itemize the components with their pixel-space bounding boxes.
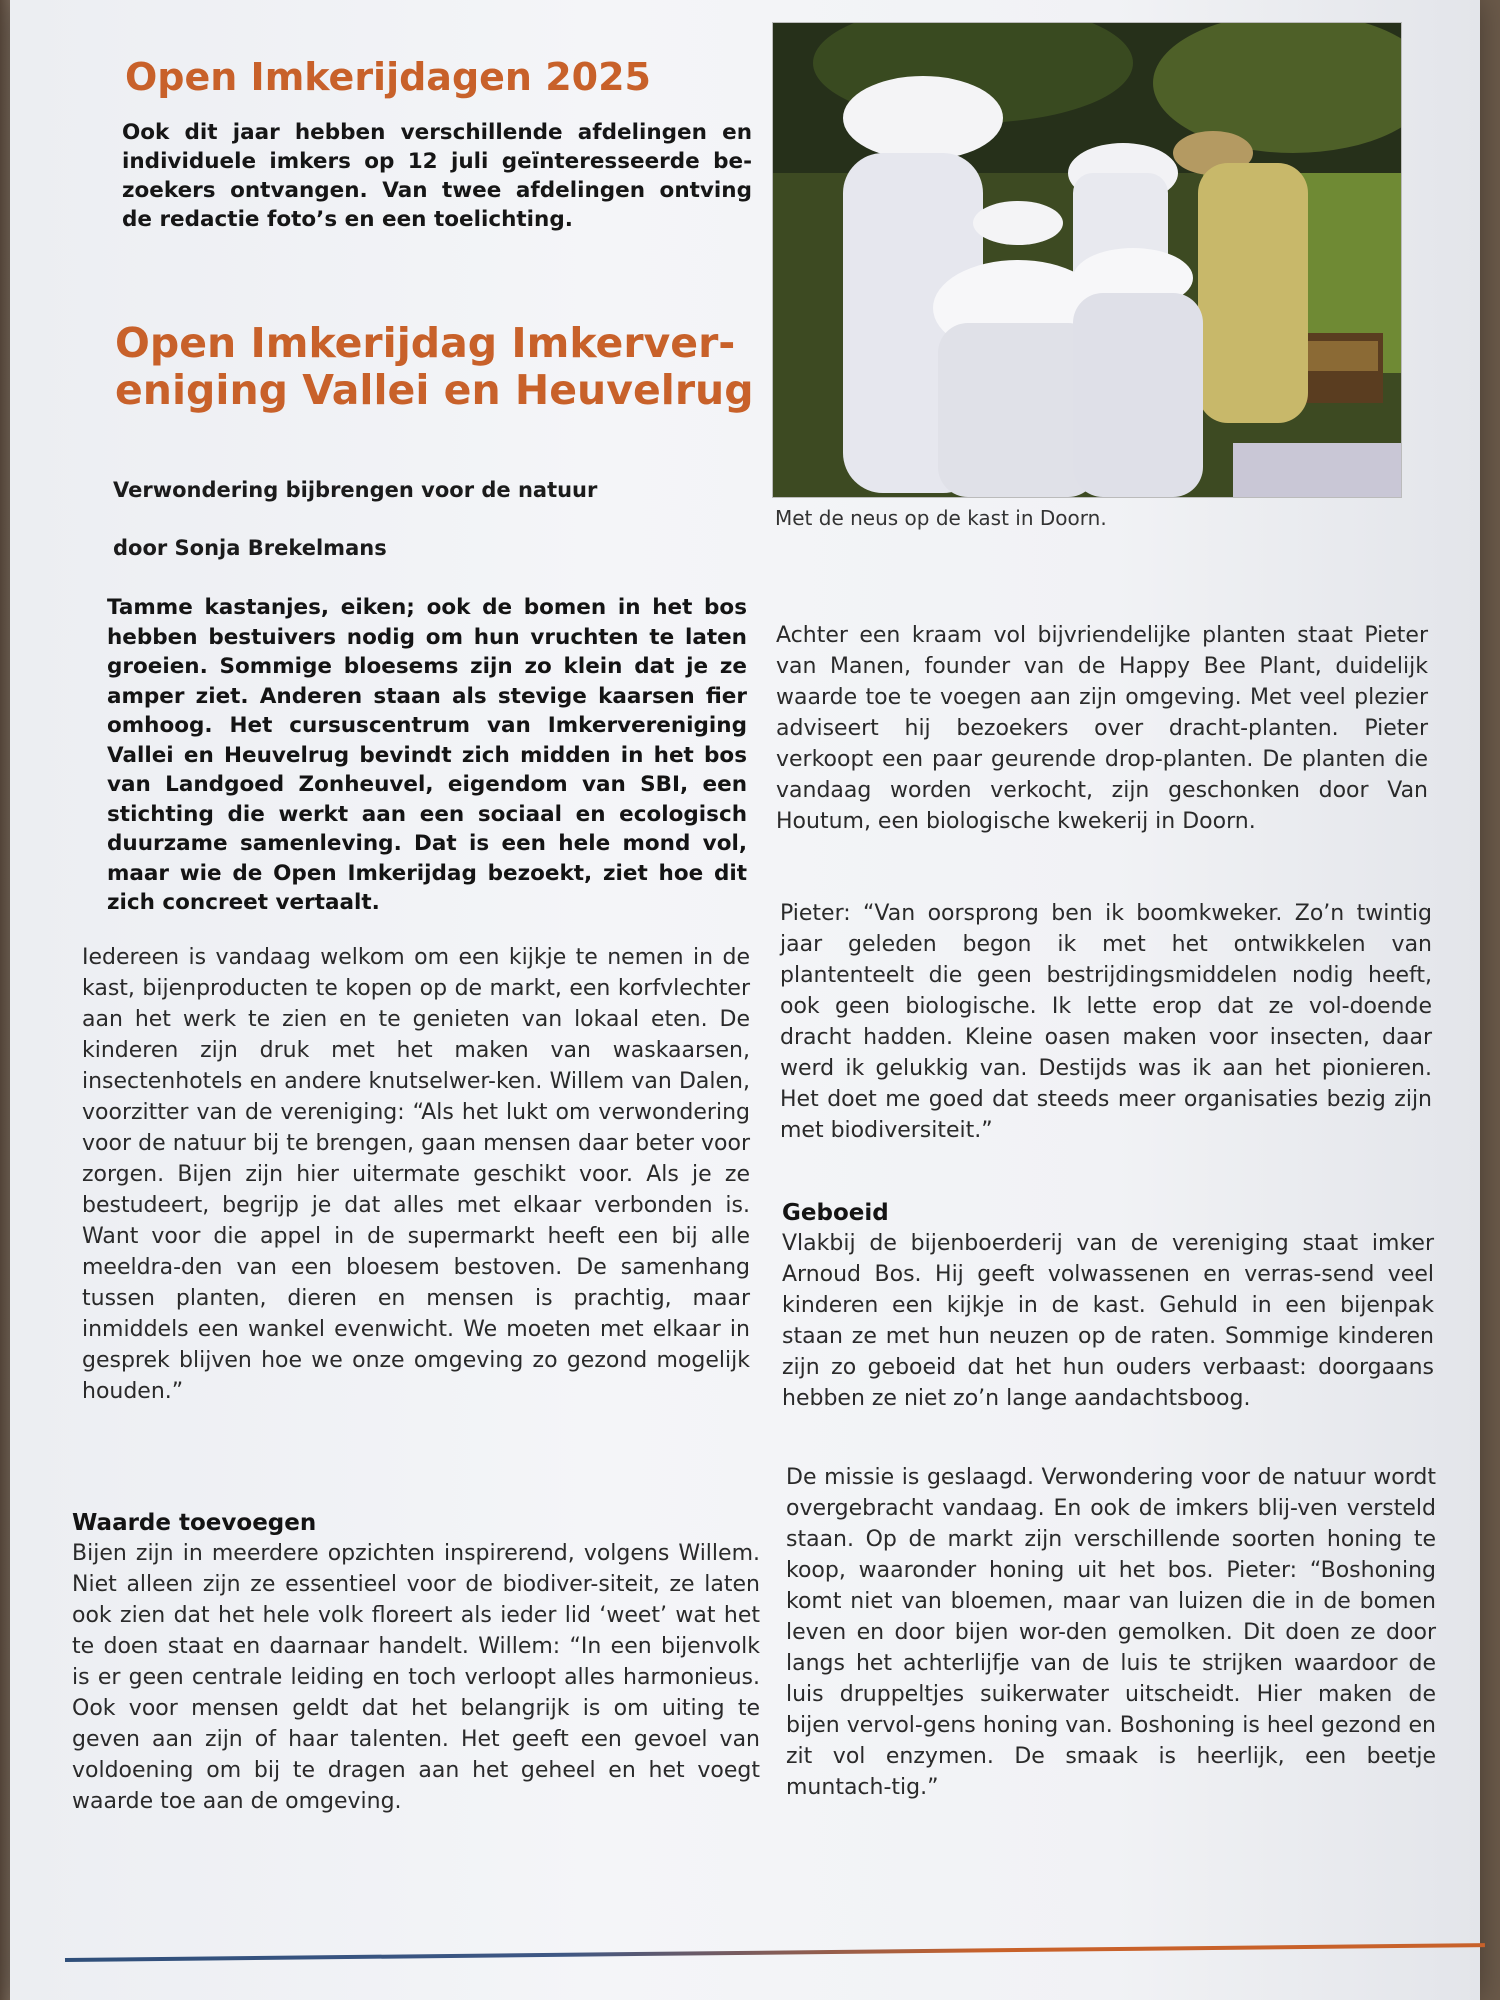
magazine-page (10, 0, 1480, 2000)
beekeepers-photo (772, 22, 1402, 498)
section-heading: Waarde toevoegen (72, 1510, 317, 1536)
article-subtitle: Verwondering bijbrengen voor de natuur (113, 478, 598, 502)
article-intro: Tamme kastanjes, eiken; ook de bomen in het bos hebben bestuivers nodig om hun vruchten te laten groeien. Sommige bloesems zijn zo klein dat je ze amper ziet. Anderen staan als stevige kaarsen fier omhoog. Het cursuscentrum van Imkervereniging Vallei en Heuvelrug bevindt zich midden in het bos van Landgoed Zonheuvel, eigendom van SBI, een stichting die werkt aan een sociaal en ecologisch duurzame samenleving. Dat is een hele mond vol, maar wie de Open Imkerijdag bezoekt, ziet hoe dit zich concreet vertaalt. (107, 595, 747, 915)
body-paragraph: De missie is geslaagd. Verwondering voor de natuur wordt overgebracht vandaag. En ook de imkers blij-ven versteld staan. Op de markt zijn verschillende soorten honing te koop, waaronder honing uit het bos. Pieter: “Boshoning komt niet van bloemen, maar van luizen die in de bomen leven en door bijen wor-den gemolken. Dit doen ze door langs het achterlijfje van de luis te strijken waardoor de luis druppeltjes suikerwater uitscheidt. Hier maken de bijen vervol-gens honing van. Boshoning is heel gezond en zit vol enzymen. De smaak is heerlijk, een beetje muntach-tig.” (786, 1465, 1436, 1800)
body-paragraph: Vlakbij de bijenboerderij van de vereniging staat imker Arnoud Bos. Hij geeft volwassenen en verras-send veel kinderen een kijkje in de kast. Gehuld in een bijenpak staan ze met hun neuzen op de raten. Sommige kinderen zijn zo geboeid dat het hun ouders verbaast: doorgaans hebben ze niet zo’n lange aandachtsboog. (782, 1231, 1434, 1411)
section-geboeid (782, 1200, 1434, 1414)
footer-rule (65, 1943, 1485, 1962)
article-title: Open Imkerijdag Imkerver-eniging Vallei en Heuvelrug (115, 319, 754, 414)
section-waarde-toevoegen (72, 1510, 760, 1817)
article-byline: door Sonja Brekelmans (113, 536, 387, 560)
photo-caption: Met de neus op de kast in Doorn. (775, 506, 1107, 530)
body-paragraph: Pieter: “Van oorsprong ben ik boomkweker. Zo’n twintig jaar geleden begon ik met het ontwikkelen van plantenteelt die geen bestrijdingsmiddelen nodig heeft, ook geen biologische. Ik lette erop dat ze vol-doende dracht hadden. Kleine oasen maken voor insecten, daar werd ik gelukkig van. Destijds was ik aan het pionieren. Het doet me goed dat steeds meer organisaties bezig zijn met biodiversiteit.” (780, 901, 1432, 1143)
section-heading: Geboeid (782, 1200, 889, 1226)
body-paragraph: Bijen zijn in meerdere opzichten inspirerend, volgens Willem. Niet alleen zijn ze essentieel voor de biodiver-siteit, ze laten ook zien dat het hele volk floreert als ieder lid ‘weet’ wat het te doen staat en daarnaar handelt. Willem: “In een bijenvolk is er geen centrale leiding en toch verloopt alles harmonieus. Ook voor mensen geldt dat het belangrijk is om uiting te geven aan zijn of haar talenten. Het geeft een gevoel van voldoening om bij te dragen aan het geheel en het voegt waarde toe aan de omgeving. (72, 1541, 760, 1814)
body-paragraph: Achter een kraam vol bijvriendelijke planten staat Pieter van Manen, founder van de Happy Bee Plant, duidelijk waarde toe te voegen aan zijn omgeving. Met veel plezier adviseert hij bezoekers over dracht-planten. Pieter verkoopt een paar geurende drop-planten. De planten die vandaag worden verkocht, zijn geschonken door Van Houtum, een biologische kwekerij in Doorn. (776, 623, 1428, 834)
section-lead: Ook dit jaar hebben verschillende afdelingen en individuele imkers op 12 juli geïnteresseerde be-zoekers ontvangen. Van twee afdelingen ontving de redactie foto’s en een toelichting. (122, 120, 752, 232)
body-paragraph: Iedereen is vandaag welkom om een kijkje te nemen in de kast, bijenproducten te kopen op de markt, een korfvlechter aan het werk te zien en te genieten van lokaal eten. De kinderen zijn druk met het maken van waskaarsen, insectenhotels en andere knutselwer-ken. Willem van Dalen, voorzitter van de vereniging: “Als het lukt om verwondering voor de natuur bij te brengen, gaan mensen daar beter voor zorgen. Bijen zijn hier uitermate geschikt voor. Als je ze bestudeert, begrijp je dat alles met elkaar verbonden is. Want voor die appel in de supermarkt heeft een bij alle meeldra-den van een bloesem bestoven. De samenhang tussen planten, dieren en mensen is prachtig, maar inmiddels een wankel evenwicht. We moeten met elkaar in gesprek blijven hoe we onze omgeving zo gezond mogelijk houden.” (82, 945, 750, 1404)
section-kicker-title: Open Imkerijdagen 2025 (125, 55, 651, 99)
beekeepers-illustration (773, 23, 1401, 497)
